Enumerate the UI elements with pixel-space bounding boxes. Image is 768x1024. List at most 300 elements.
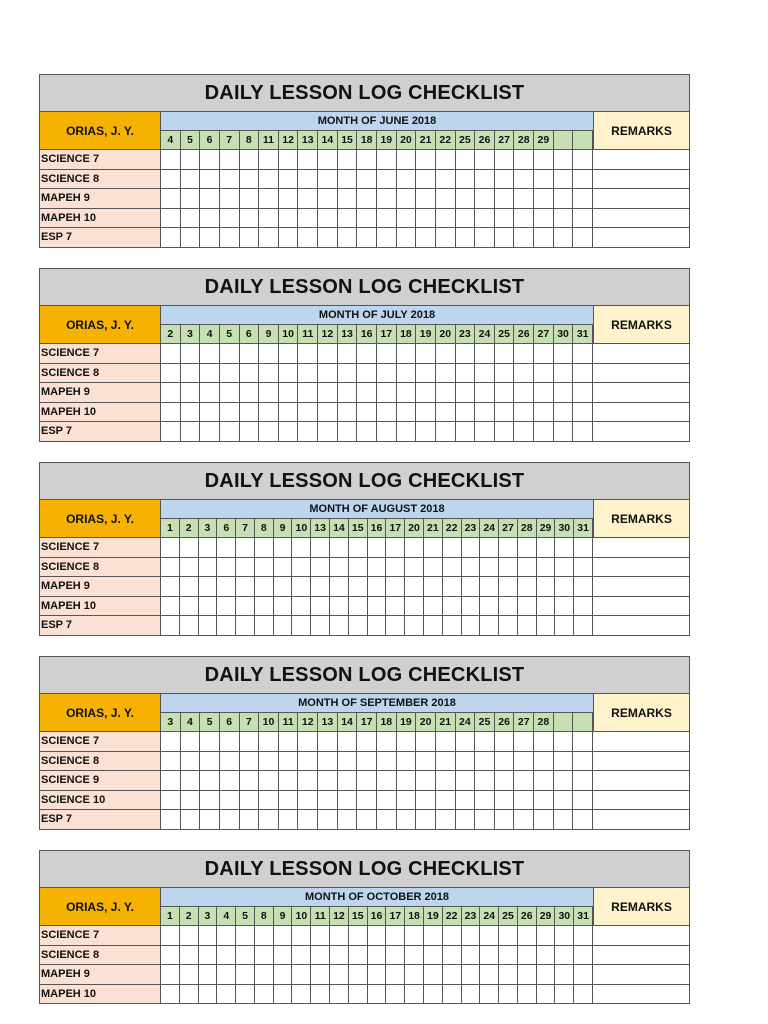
check-cell[interactable] <box>298 771 318 791</box>
check-cell[interactable] <box>181 228 201 248</box>
check-cell[interactable] <box>180 985 199 1005</box>
check-cell[interactable] <box>574 946 593 966</box>
check-cell[interactable] <box>574 965 593 985</box>
check-cell[interactable] <box>292 965 311 985</box>
check-cell[interactable] <box>495 383 515 403</box>
check-cell[interactable] <box>199 926 218 946</box>
check-cell[interactable] <box>456 403 476 423</box>
check-cell[interactable] <box>499 965 518 985</box>
check-cell[interactable] <box>424 558 443 578</box>
check-cell[interactable] <box>554 771 574 791</box>
check-cell[interactable] <box>555 597 574 617</box>
check-cell[interactable] <box>330 577 349 597</box>
check-cell[interactable] <box>514 189 534 209</box>
check-cell[interactable] <box>518 926 537 946</box>
check-cell[interactable] <box>330 597 349 617</box>
check-cell[interactable] <box>255 577 274 597</box>
check-cell[interactable] <box>480 597 499 617</box>
remarks-cell[interactable] <box>593 228 690 248</box>
check-cell[interactable] <box>181 150 201 170</box>
check-cell[interactable] <box>554 752 574 772</box>
check-cell[interactable] <box>574 985 593 1005</box>
check-cell[interactable] <box>436 170 456 190</box>
check-cell[interactable] <box>217 926 236 946</box>
check-cell[interactable] <box>274 946 293 966</box>
check-cell[interactable] <box>292 946 311 966</box>
check-cell[interactable] <box>274 597 293 617</box>
check-cell[interactable] <box>200 752 220 772</box>
check-cell[interactable] <box>240 422 260 442</box>
check-cell[interactable] <box>161 810 181 830</box>
check-cell[interactable] <box>259 403 279 423</box>
check-cell[interactable] <box>534 383 554 403</box>
check-cell[interactable] <box>480 985 499 1005</box>
check-cell[interactable] <box>377 422 397 442</box>
check-cell[interactable] <box>554 383 574 403</box>
check-cell[interactable] <box>397 344 417 364</box>
check-cell[interactable] <box>240 752 260 772</box>
check-cell[interactable] <box>377 771 397 791</box>
check-cell[interactable] <box>436 732 456 752</box>
check-cell[interactable] <box>377 189 397 209</box>
check-cell[interactable] <box>292 538 311 558</box>
check-cell[interactable] <box>279 364 299 384</box>
check-cell[interactable] <box>200 189 220 209</box>
check-cell[interactable] <box>456 170 476 190</box>
check-cell[interactable] <box>534 150 554 170</box>
check-cell[interactable] <box>274 965 293 985</box>
check-cell[interactable] <box>573 150 593 170</box>
check-cell[interactable] <box>220 752 240 772</box>
check-cell[interactable] <box>318 383 338 403</box>
check-cell[interactable] <box>534 364 554 384</box>
check-cell[interactable] <box>456 810 476 830</box>
check-cell[interactable] <box>298 732 318 752</box>
check-cell[interactable] <box>555 577 574 597</box>
check-cell[interactable] <box>349 946 368 966</box>
check-cell[interactable] <box>534 189 554 209</box>
check-cell[interactable] <box>368 538 387 558</box>
check-cell[interactable] <box>495 228 515 248</box>
check-cell[interactable] <box>259 752 279 772</box>
check-cell[interactable] <box>161 189 181 209</box>
check-cell[interactable] <box>349 577 368 597</box>
check-cell[interactable] <box>514 170 534 190</box>
check-cell[interactable] <box>573 752 593 772</box>
check-cell[interactable] <box>397 170 417 190</box>
check-cell[interactable] <box>298 752 318 772</box>
check-cell[interactable] <box>200 209 220 229</box>
check-cell[interactable] <box>397 150 417 170</box>
check-cell[interactable] <box>436 810 456 830</box>
check-cell[interactable] <box>480 946 499 966</box>
check-cell[interactable] <box>573 228 593 248</box>
check-cell[interactable] <box>279 810 299 830</box>
check-cell[interactable] <box>537 985 556 1005</box>
check-cell[interactable] <box>574 616 593 636</box>
check-cell[interactable] <box>200 170 220 190</box>
check-cell[interactable] <box>292 597 311 617</box>
check-cell[interactable] <box>416 150 436 170</box>
check-cell[interactable] <box>386 985 405 1005</box>
remarks-cell[interactable] <box>593 946 690 966</box>
check-cell[interactable] <box>255 946 274 966</box>
check-cell[interactable] <box>311 616 330 636</box>
check-cell[interactable] <box>514 150 534 170</box>
check-cell[interactable] <box>330 965 349 985</box>
check-cell[interactable] <box>397 228 417 248</box>
check-cell[interactable] <box>462 965 481 985</box>
check-cell[interactable] <box>514 810 534 830</box>
check-cell[interactable] <box>318 228 338 248</box>
check-cell[interactable] <box>220 209 240 229</box>
check-cell[interactable] <box>255 538 274 558</box>
check-cell[interactable] <box>475 791 495 811</box>
check-cell[interactable] <box>573 771 593 791</box>
check-cell[interactable] <box>357 383 377 403</box>
check-cell[interactable] <box>338 810 358 830</box>
check-cell[interactable] <box>368 558 387 578</box>
remarks-cell[interactable] <box>593 538 690 558</box>
check-cell[interactable] <box>240 170 260 190</box>
check-cell[interactable] <box>330 616 349 636</box>
check-cell[interactable] <box>405 538 424 558</box>
check-cell[interactable] <box>416 209 436 229</box>
check-cell[interactable] <box>259 771 279 791</box>
check-cell[interactable] <box>181 732 201 752</box>
check-cell[interactable] <box>279 189 299 209</box>
check-cell[interactable] <box>462 926 481 946</box>
check-cell[interactable] <box>554 810 574 830</box>
check-cell[interactable] <box>554 403 574 423</box>
check-cell[interactable] <box>495 170 515 190</box>
check-cell[interactable] <box>318 403 338 423</box>
check-cell[interactable] <box>554 422 574 442</box>
check-cell[interactable] <box>330 985 349 1005</box>
check-cell[interactable] <box>475 732 495 752</box>
check-cell[interactable] <box>311 965 330 985</box>
check-cell[interactable] <box>161 985 180 1005</box>
check-cell[interactable] <box>357 209 377 229</box>
check-cell[interactable] <box>279 791 299 811</box>
check-cell[interactable] <box>386 616 405 636</box>
check-cell[interactable] <box>424 616 443 636</box>
check-cell[interactable] <box>181 364 201 384</box>
check-cell[interactable] <box>462 538 481 558</box>
check-cell[interactable] <box>161 538 180 558</box>
check-cell[interactable] <box>555 926 574 946</box>
check-cell[interactable] <box>311 926 330 946</box>
check-cell[interactable] <box>255 965 274 985</box>
check-cell[interactable] <box>436 189 456 209</box>
check-cell[interactable] <box>574 926 593 946</box>
check-cell[interactable] <box>357 228 377 248</box>
check-cell[interactable] <box>537 616 556 636</box>
check-cell[interactable] <box>416 810 436 830</box>
check-cell[interactable] <box>514 364 534 384</box>
check-cell[interactable] <box>554 150 574 170</box>
remarks-cell[interactable] <box>593 616 690 636</box>
check-cell[interactable] <box>377 170 397 190</box>
check-cell[interactable] <box>534 228 554 248</box>
check-cell[interactable] <box>311 597 330 617</box>
check-cell[interactable] <box>514 422 534 442</box>
check-cell[interactable] <box>279 228 299 248</box>
check-cell[interactable] <box>200 791 220 811</box>
check-cell[interactable] <box>292 558 311 578</box>
check-cell[interactable] <box>416 732 436 752</box>
remarks-cell[interactable] <box>593 985 690 1005</box>
check-cell[interactable] <box>397 403 417 423</box>
check-cell[interactable] <box>443 577 462 597</box>
check-cell[interactable] <box>518 597 537 617</box>
check-cell[interactable] <box>499 926 518 946</box>
check-cell[interactable] <box>338 403 358 423</box>
check-cell[interactable] <box>436 383 456 403</box>
check-cell[interactable] <box>259 209 279 229</box>
check-cell[interactable] <box>554 791 574 811</box>
check-cell[interactable] <box>554 209 574 229</box>
check-cell[interactable] <box>405 616 424 636</box>
check-cell[interactable] <box>377 752 397 772</box>
check-cell[interactable] <box>200 422 220 442</box>
check-cell[interactable] <box>495 752 515 772</box>
check-cell[interactable] <box>330 946 349 966</box>
check-cell[interactable] <box>240 810 260 830</box>
check-cell[interactable] <box>236 985 255 1005</box>
check-cell[interactable] <box>161 965 180 985</box>
check-cell[interactable] <box>217 985 236 1005</box>
check-cell[interactable] <box>386 597 405 617</box>
check-cell[interactable] <box>180 946 199 966</box>
remarks-cell[interactable] <box>593 577 690 597</box>
check-cell[interactable] <box>537 577 556 597</box>
check-cell[interactable] <box>259 383 279 403</box>
check-cell[interactable] <box>480 538 499 558</box>
check-cell[interactable] <box>555 538 574 558</box>
check-cell[interactable] <box>518 538 537 558</box>
check-cell[interactable] <box>181 771 201 791</box>
check-cell[interactable] <box>554 732 574 752</box>
check-cell[interactable] <box>499 558 518 578</box>
check-cell[interactable] <box>475 344 495 364</box>
check-cell[interactable] <box>259 189 279 209</box>
check-cell[interactable] <box>554 170 574 190</box>
check-cell[interactable] <box>161 344 181 364</box>
check-cell[interactable] <box>236 616 255 636</box>
check-cell[interactable] <box>279 752 299 772</box>
check-cell[interactable] <box>462 558 481 578</box>
check-cell[interactable] <box>240 771 260 791</box>
check-cell[interactable] <box>534 732 554 752</box>
remarks-cell[interactable] <box>593 810 690 830</box>
check-cell[interactable] <box>436 364 456 384</box>
check-cell[interactable] <box>436 771 456 791</box>
check-cell[interactable] <box>475 170 495 190</box>
check-cell[interactable] <box>200 150 220 170</box>
check-cell[interactable] <box>495 189 515 209</box>
check-cell[interactable] <box>357 170 377 190</box>
check-cell[interactable] <box>574 577 593 597</box>
check-cell[interactable] <box>554 189 574 209</box>
remarks-cell[interactable] <box>593 170 690 190</box>
check-cell[interactable] <box>220 422 240 442</box>
check-cell[interactable] <box>537 538 556 558</box>
remarks-cell[interactable] <box>593 732 690 752</box>
check-cell[interactable] <box>236 946 255 966</box>
check-cell[interactable] <box>456 771 476 791</box>
check-cell[interactable] <box>405 985 424 1005</box>
check-cell[interactable] <box>573 209 593 229</box>
check-cell[interactable] <box>456 422 476 442</box>
check-cell[interactable] <box>255 558 274 578</box>
check-cell[interactable] <box>255 597 274 617</box>
check-cell[interactable] <box>573 732 593 752</box>
check-cell[interactable] <box>357 732 377 752</box>
check-cell[interactable] <box>397 189 417 209</box>
check-cell[interactable] <box>397 422 417 442</box>
check-cell[interactable] <box>537 926 556 946</box>
check-cell[interactable] <box>416 771 436 791</box>
check-cell[interactable] <box>368 946 387 966</box>
check-cell[interactable] <box>349 558 368 578</box>
check-cell[interactable] <box>436 422 456 442</box>
check-cell[interactable] <box>318 150 338 170</box>
check-cell[interactable] <box>255 985 274 1005</box>
check-cell[interactable] <box>161 403 181 423</box>
check-cell[interactable] <box>338 189 358 209</box>
check-cell[interactable] <box>338 732 358 752</box>
check-cell[interactable] <box>397 732 417 752</box>
check-cell[interactable] <box>217 558 236 578</box>
check-cell[interactable] <box>416 344 436 364</box>
check-cell[interactable] <box>475 364 495 384</box>
check-cell[interactable] <box>200 344 220 364</box>
check-cell[interactable] <box>443 985 462 1005</box>
check-cell[interactable] <box>259 228 279 248</box>
check-cell[interactable] <box>338 170 358 190</box>
check-cell[interactable] <box>200 403 220 423</box>
check-cell[interactable] <box>397 364 417 384</box>
check-cell[interactable] <box>357 810 377 830</box>
check-cell[interactable] <box>274 616 293 636</box>
check-cell[interactable] <box>573 170 593 190</box>
check-cell[interactable] <box>217 965 236 985</box>
check-cell[interactable] <box>424 577 443 597</box>
check-cell[interactable] <box>259 364 279 384</box>
check-cell[interactable] <box>397 771 417 791</box>
check-cell[interactable] <box>292 577 311 597</box>
check-cell[interactable] <box>181 209 201 229</box>
check-cell[interactable] <box>443 946 462 966</box>
check-cell[interactable] <box>217 597 236 617</box>
check-cell[interactable] <box>456 732 476 752</box>
check-cell[interactable] <box>279 344 299 364</box>
remarks-cell[interactable] <box>593 597 690 617</box>
check-cell[interactable] <box>220 189 240 209</box>
check-cell[interactable] <box>499 597 518 617</box>
check-cell[interactable] <box>574 558 593 578</box>
check-cell[interactable] <box>181 170 201 190</box>
check-cell[interactable] <box>475 771 495 791</box>
check-cell[interactable] <box>318 209 338 229</box>
remarks-cell[interactable] <box>593 150 690 170</box>
check-cell[interactable] <box>274 926 293 946</box>
check-cell[interactable] <box>255 926 274 946</box>
check-cell[interactable] <box>514 791 534 811</box>
check-cell[interactable] <box>397 752 417 772</box>
remarks-cell[interactable] <box>593 558 690 578</box>
check-cell[interactable] <box>480 926 499 946</box>
check-cell[interactable] <box>514 383 534 403</box>
check-cell[interactable] <box>357 189 377 209</box>
check-cell[interactable] <box>495 344 515 364</box>
check-cell[interactable] <box>480 577 499 597</box>
check-cell[interactable] <box>405 558 424 578</box>
check-cell[interactable] <box>534 209 554 229</box>
check-cell[interactable] <box>424 946 443 966</box>
check-cell[interactable] <box>217 946 236 966</box>
check-cell[interactable] <box>514 209 534 229</box>
check-cell[interactable] <box>534 344 554 364</box>
check-cell[interactable] <box>537 558 556 578</box>
check-cell[interactable] <box>436 209 456 229</box>
check-cell[interactable] <box>377 732 397 752</box>
check-cell[interactable] <box>311 558 330 578</box>
check-cell[interactable] <box>180 926 199 946</box>
check-cell[interactable] <box>475 422 495 442</box>
check-cell[interactable] <box>236 597 255 617</box>
check-cell[interactable] <box>377 150 397 170</box>
check-cell[interactable] <box>416 403 436 423</box>
check-cell[interactable] <box>555 616 574 636</box>
check-cell[interactable] <box>518 946 537 966</box>
check-cell[interactable] <box>298 209 318 229</box>
check-cell[interactable] <box>298 150 318 170</box>
check-cell[interactable] <box>514 403 534 423</box>
check-cell[interactable] <box>161 732 181 752</box>
check-cell[interactable] <box>259 732 279 752</box>
check-cell[interactable] <box>161 558 180 578</box>
check-cell[interactable] <box>259 791 279 811</box>
check-cell[interactable] <box>199 985 218 1005</box>
check-cell[interactable] <box>456 364 476 384</box>
check-cell[interactable] <box>240 228 260 248</box>
check-cell[interactable] <box>537 965 556 985</box>
check-cell[interactable] <box>236 926 255 946</box>
check-cell[interactable] <box>534 752 554 772</box>
check-cell[interactable] <box>475 810 495 830</box>
check-cell[interactable] <box>573 422 593 442</box>
check-cell[interactable] <box>180 538 199 558</box>
check-cell[interactable] <box>386 558 405 578</box>
remarks-cell[interactable] <box>593 771 690 791</box>
check-cell[interactable] <box>405 965 424 985</box>
check-cell[interactable] <box>555 965 574 985</box>
check-cell[interactable] <box>377 209 397 229</box>
check-cell[interactable] <box>318 791 338 811</box>
remarks-cell[interactable] <box>593 926 690 946</box>
check-cell[interactable] <box>475 150 495 170</box>
check-cell[interactable] <box>386 965 405 985</box>
check-cell[interactable] <box>456 228 476 248</box>
check-cell[interactable] <box>199 616 218 636</box>
check-cell[interactable] <box>236 538 255 558</box>
check-cell[interactable] <box>555 985 574 1005</box>
check-cell[interactable] <box>424 538 443 558</box>
check-cell[interactable] <box>397 209 417 229</box>
check-cell[interactable] <box>443 597 462 617</box>
